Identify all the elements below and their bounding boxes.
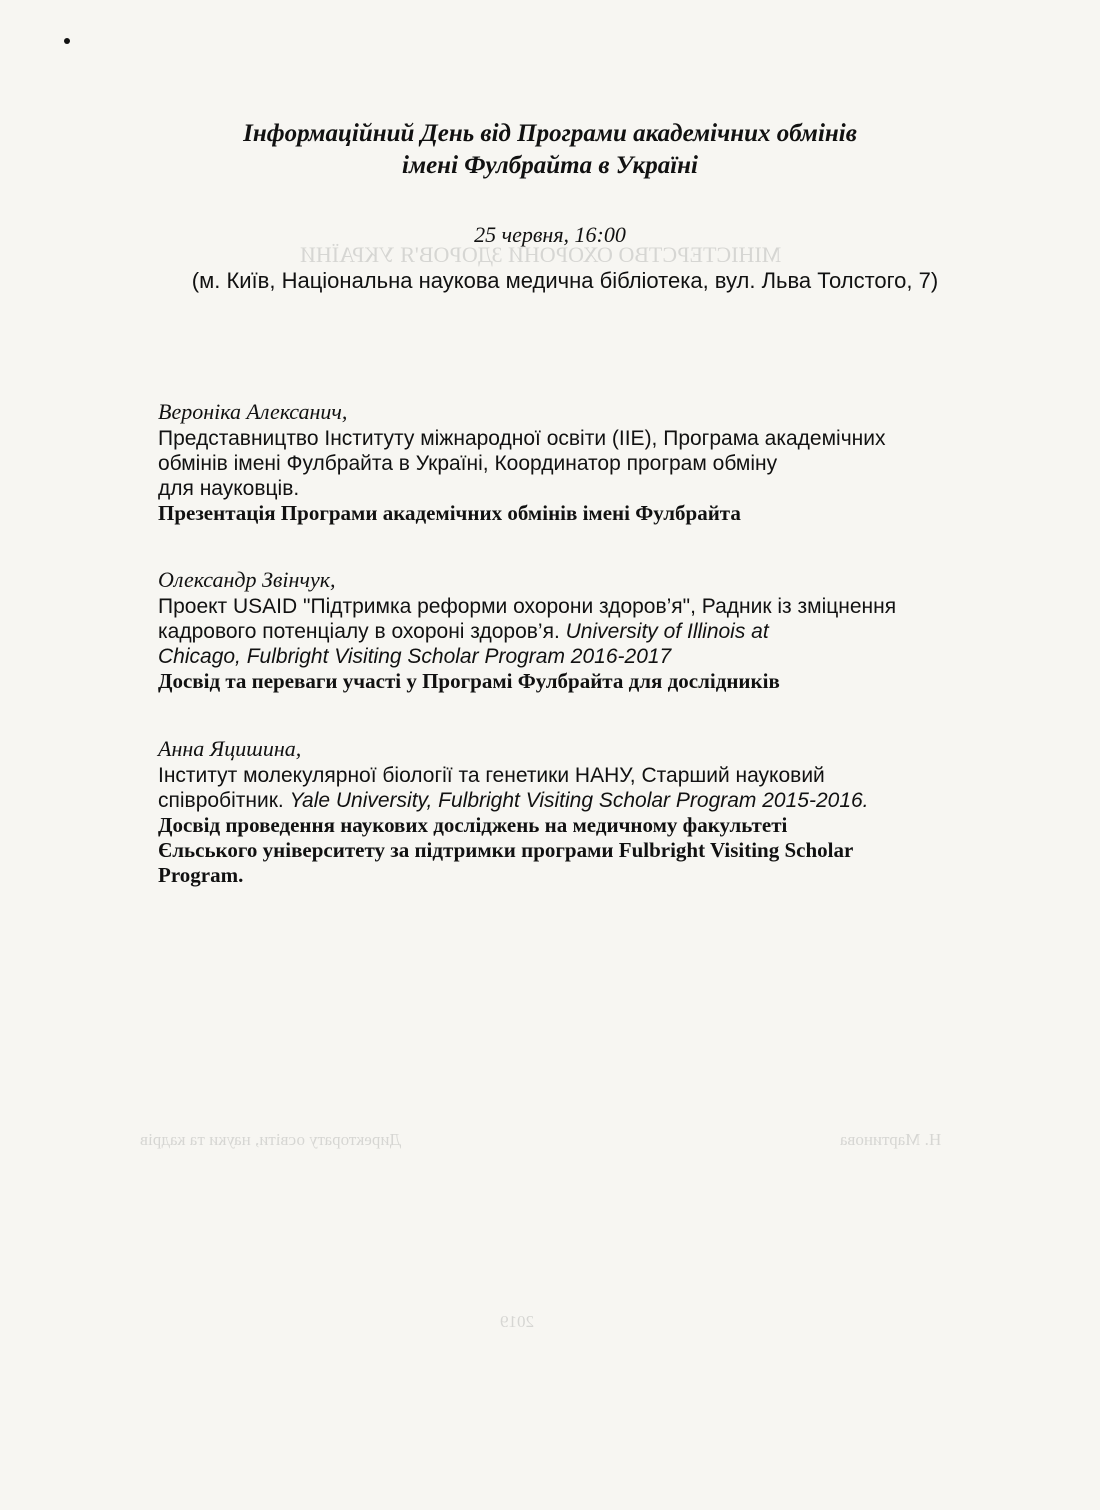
affiliation-line: обмінів імені Фулбрайта в Україні, Координатор програм обміну (158, 452, 778, 475)
affiliation-program: Chicago, Fulbright Visiting Scholar Program 2016-2017 (158, 645, 672, 668)
affiliation-line: Представництво Інституту міжнародної освіти (IIE), Програма академічних (158, 427, 886, 450)
speaker-block-2 (158, 566, 958, 694)
affiliation-line (158, 619, 958, 644)
talk-title: Досвід та переваги участі у Програмі Фулбрайта для дослідників (158, 669, 780, 693)
affiliation-text: кадрового потенціалу в охороні здоров’я. (158, 620, 566, 643)
speaker-block-3 (158, 735, 958, 888)
talk-title-line: Program. (158, 863, 244, 887)
affiliation-text: співробітник. (158, 789, 290, 812)
bleed-through-signature-line: Директорату освіти, науки та кадрів (140, 1130, 402, 1149)
affiliation-university: Yale University, Fulbright Visiting Scholar Program 2015-2016. (289, 789, 869, 812)
speaker-name: Олександр Звінчук, (158, 567, 336, 592)
title-line-1: Інформаційний День від Програми академічних обмінів (243, 120, 857, 147)
title-line-2: імені Фулбрайта в Україні (402, 152, 698, 179)
bleed-through-signatory: Н. Мартинова (840, 1130, 942, 1149)
bleed-through-heading: МІНІСТЕРСТВО ОХОРОНИ ЗДОРОВ'Я УКРАЇНИ (300, 242, 782, 267)
talk-title: Презентація Програми академічних обмінів імені Фулбрайта (158, 501, 741, 525)
affiliation-line: для науковців. (158, 477, 300, 500)
talk-title-line: Єльського університету за підтримки програми Fulbright Visiting Scholar (158, 838, 854, 862)
affiliation-line: Інститут молекулярної біології та генетики НАНУ, Старший науковий (158, 764, 825, 787)
speaker-name: Анна Яцишина, (158, 736, 302, 761)
event-venue: (м. Київ, Національна наукова медична бібліотека, вул. Льва Толстого, 7) (191, 268, 939, 293)
speaker-affiliation (158, 594, 958, 669)
event-date-time: 25 червня, 16:00 (474, 222, 626, 247)
bleed-through-year: 2019 (500, 1312, 534, 1331)
speaker-name: Вероніка Алексанич, (158, 399, 348, 424)
speaker-affiliation (158, 426, 958, 501)
document-title (150, 118, 950, 182)
affiliation-university: University of Illinois at (565, 620, 769, 643)
talk-title-line: Досвід проведення наукових досліджень на медичному факультеті (158, 813, 788, 837)
affiliation-line: Проект USAID "Підтримка реформи охорони здоров’я", Радник із зміцнення (158, 595, 897, 618)
affiliation-line (158, 788, 958, 813)
bullet-dot (64, 38, 70, 44)
speaker-block-1 (158, 398, 958, 526)
talk-title (158, 813, 958, 888)
speaker-affiliation (158, 763, 958, 813)
